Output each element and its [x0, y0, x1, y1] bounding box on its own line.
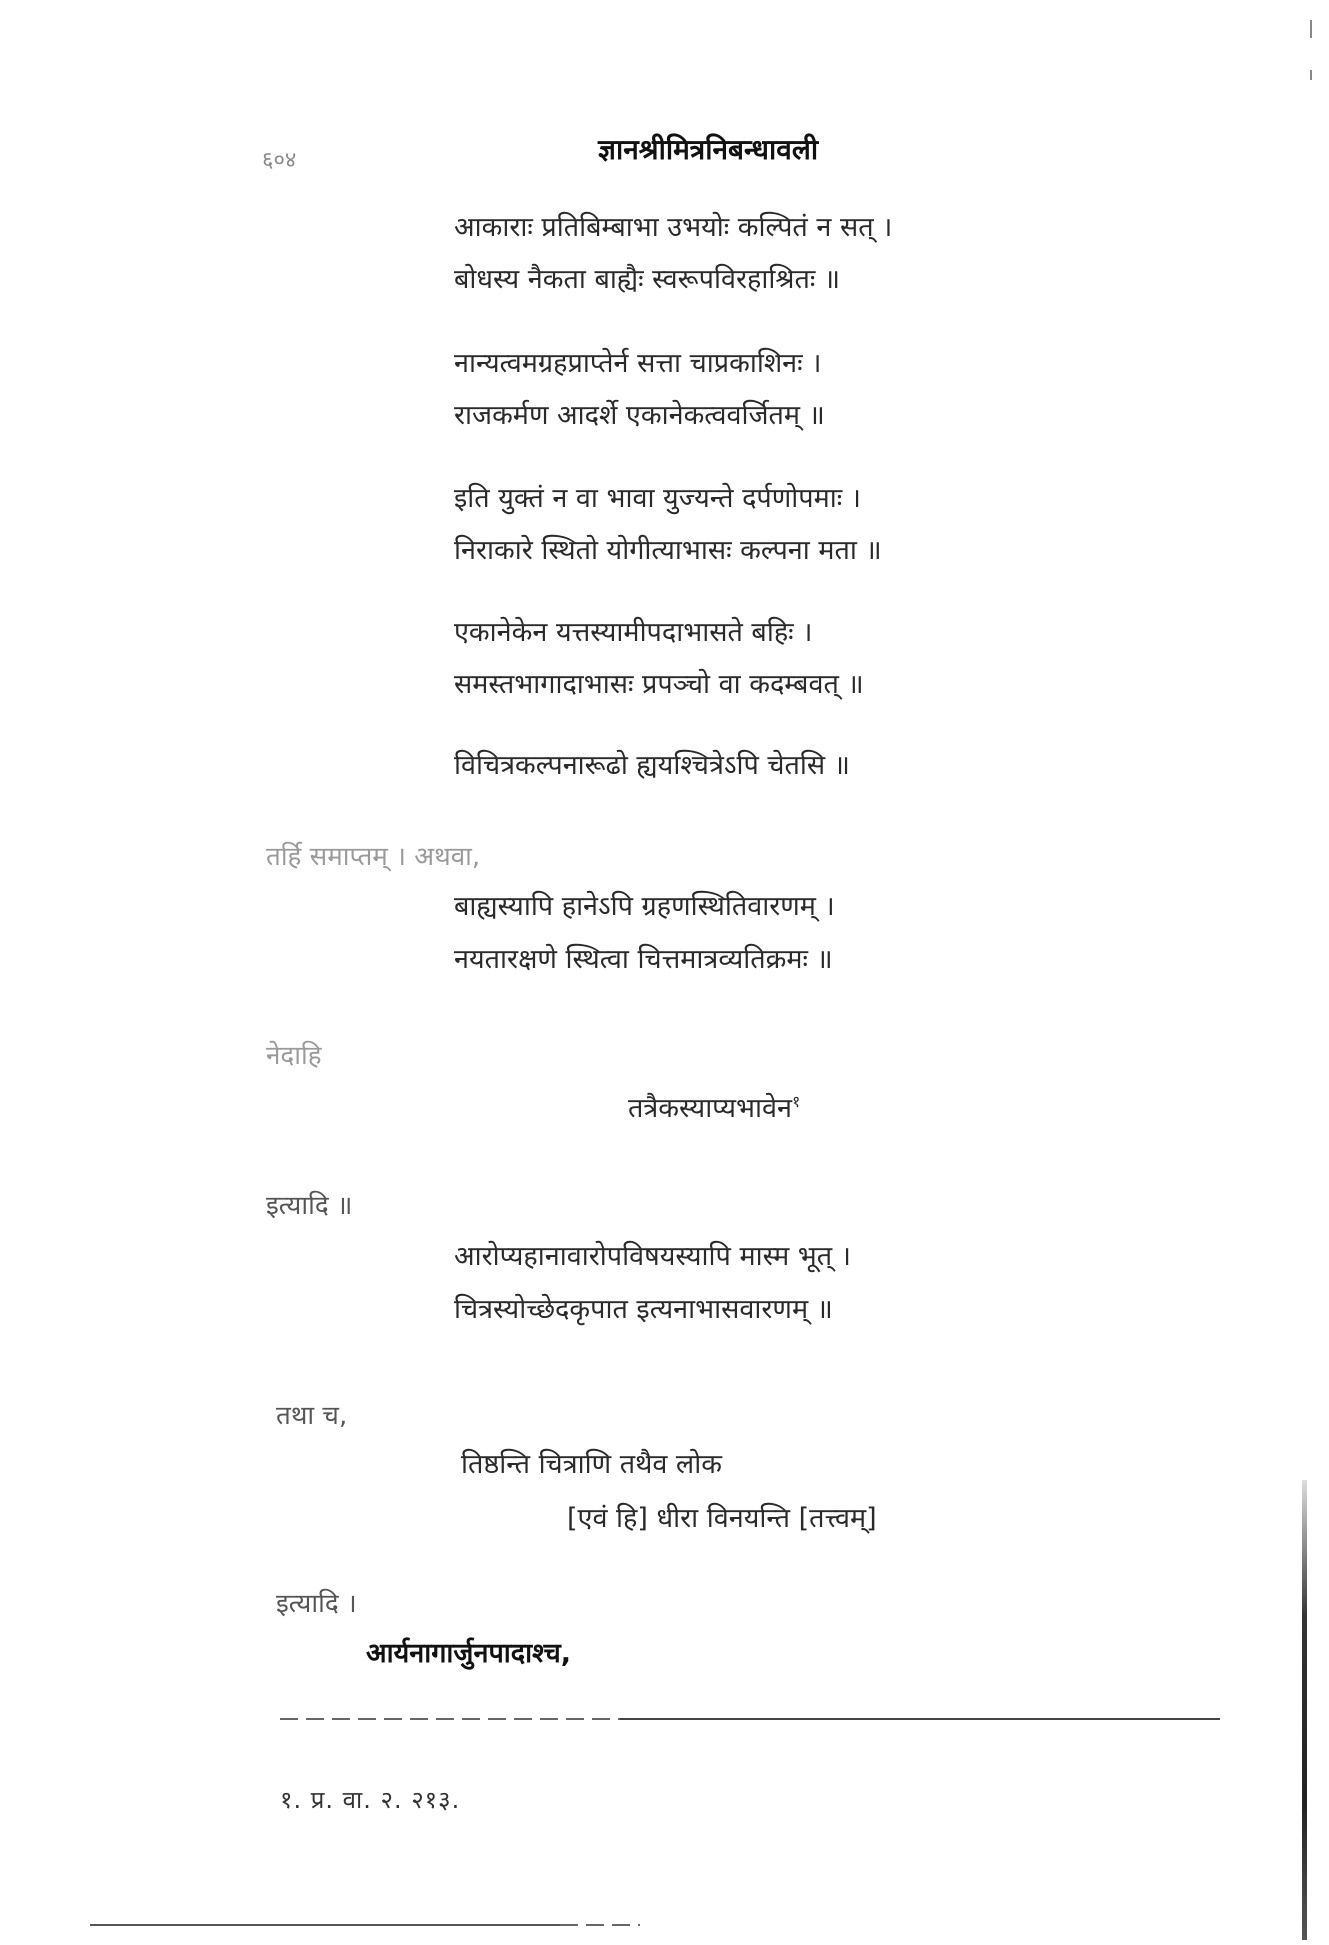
verse-line: विचित्रकल्पनारूढो ह्ययश्चित्रेऽपि चेतसि ॥ [454, 750, 850, 781]
verse-line: बोधस्य नैकता बाह्यैः स्वरूपविरहाश्रितः ॥ [454, 264, 841, 295]
footnote-rule [280, 1718, 620, 1720]
running-title: ज्ञानश्रीमित्रनिबन्धावली [598, 133, 819, 166]
prose-paragraph: तर्हि समाप्तम् । अथवा, [266, 842, 481, 872]
scan-edge-artifact [1302, 1480, 1307, 1940]
verse-line: निराकारे स्थितो योगीत्याभासः कल्पना मता ॥ [454, 535, 882, 566]
scan-edge-artifact [1310, 70, 1312, 80]
page-number: ६०४ [262, 148, 297, 173]
citation-line: [एवं हि] धीरा विनयन्ति [तत्त्वम्] [567, 1503, 877, 1534]
page-bottom-rule [560, 1924, 640, 1926]
verse-line: समस्तभागादाभासः प्रपञ्चो वा कदम्बवत् ॥ [454, 669, 864, 700]
verse-line: आकाराः प्रतिबिम्बाभा उभयोः कल्पितं न सत् । [454, 212, 893, 243]
verse-line: इति युक्तं न वा भावा युज्यन्ते दर्पणोपमाः । [454, 483, 862, 514]
citation-line: तिष्ठन्ति चित्राणि तथैव लोक [461, 1449, 722, 1480]
prose-paragraph: इत्यादि ॥ [266, 1191, 353, 1221]
prose-paragraph: तथा च, [276, 1401, 348, 1431]
verse-line: एकानेकेन यत्तस्यामीपदाभासते बहिः । [454, 617, 813, 648]
footnote-marker: १ [791, 1092, 801, 1111]
prose-paragraph: नेदाहि [266, 1041, 322, 1071]
scan-edge-artifact [1310, 20, 1312, 38]
quotation [628, 1088, 800, 1125]
quotation-text: तत्रैकस्याप्यभावेन [628, 1093, 792, 1124]
footnote: १. प्र. वा. २. २१३. [280, 1786, 461, 1814]
verse-line: नान्यत्वमग्रहप्राप्तेर्न सत्ता चाप्रकाशिनः । [454, 348, 822, 379]
verse-line: बाह्यस्यापि हानेऽपि ग्रहणस्थितिवारणम् । [454, 891, 835, 922]
verse-line: चित्रस्योच्छेदकृपात इत्यनाभासवारणम् ॥ [454, 1294, 833, 1325]
verse-line: आरोप्यहानावारोपविषयस्यापि मास्म भूत् । [454, 1241, 851, 1272]
prose-paragraph: इत्यादि । [276, 1589, 357, 1619]
prose-paragraph: आर्यनागार्जुनपादाश्च, [366, 1638, 571, 1669]
page-bottom-rule [90, 1924, 560, 1926]
verse-line: राजकर्मण आदर्शे एकानेकत्ववर्जितम् ॥ [454, 400, 825, 431]
footnote-rule [620, 1718, 1220, 1720]
verse-line: नयतारक्षणे स्थित्वा चित्तमात्रव्यतिक्रमः ॥ [454, 944, 833, 975]
